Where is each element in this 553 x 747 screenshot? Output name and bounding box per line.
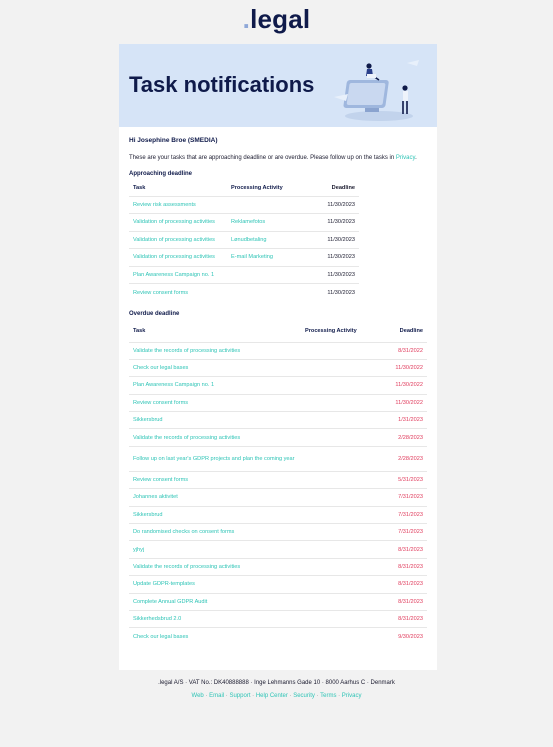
task-link[interactable]: Validate the records of processing activities — [129, 429, 305, 446]
processing-activity-link — [305, 524, 375, 541]
deadline-date: 7/31/2023 — [375, 506, 427, 523]
task-link[interactable]: Sikkerhedsbrud 2.0 — [129, 610, 305, 627]
deadline-date: 11/30/2023 — [313, 249, 359, 267]
processing-activity-link — [305, 446, 375, 471]
task-link[interactable]: Sikkersbrud — [129, 412, 305, 429]
column-header-task: Task — [133, 184, 146, 191]
table-row — [129, 266, 359, 284]
footer-link-email[interactable]: Email — [209, 693, 225, 699]
table-header-row — [129, 180, 359, 196]
task-link[interactable]: Follow up on last year's GDPR projects and plan the coming year — [129, 446, 305, 471]
deadline-date: 1/31/2023 — [375, 412, 427, 429]
privacy-link[interactable]: Privacy — [395, 155, 416, 161]
footer-address: .legal A/S · VAT No.: DK40888888 · Inge Lehmanns Gade 10 · 8000 Aarhus C · Denmark — [158, 680, 395, 686]
table-row — [129, 446, 427, 471]
table-row — [129, 249, 359, 267]
processing-activity-link — [305, 489, 375, 506]
task-link[interactable]: Check our legal bases — [129, 359, 305, 376]
table-row — [129, 471, 427, 488]
footer-links — [0, 693, 553, 699]
footer-link-help-center[interactable]: Help Center — [255, 693, 288, 699]
table-row — [129, 558, 427, 575]
deadline-date: 8/31/2023 — [375, 593, 427, 610]
deadline-date: 8/31/2023 — [375, 541, 427, 558]
intro-body: These are your tasks that are approaching deadline or are overdue. Please follow up on the tasks in — [129, 155, 395, 161]
table-row — [129, 214, 359, 232]
overdue-section-title: Overdue deadline — [129, 311, 180, 317]
processing-activity-link — [231, 196, 313, 214]
processing-activity-link — [305, 377, 375, 394]
deadline-date: 7/31/2023 — [375, 524, 427, 541]
task-link[interactable]: Validation of processing activities — [129, 231, 231, 249]
deadline-date: 11/30/2022 — [375, 359, 427, 376]
logo-wordmark: legal — [250, 4, 311, 34]
deadline-date: 7/31/2023 — [375, 489, 427, 506]
deadline-date: 11/30/2023 — [313, 284, 359, 302]
footer-separator: · — [289, 693, 292, 699]
task-link[interactable]: Review consent forms — [129, 284, 231, 302]
task-link[interactable]: Validate the records of processing activities — [129, 558, 305, 575]
footer-separator: · — [338, 693, 341, 699]
column-header-deadline: Deadline — [399, 327, 423, 334]
deadline-date: 2/28/2023 — [375, 446, 427, 471]
task-link[interactable]: Johannes aktivitet — [129, 489, 305, 506]
table-row — [129, 593, 427, 610]
processing-activity-link — [305, 412, 375, 429]
task-link[interactable]: Validation of processing activities — [129, 249, 231, 267]
deadline-date: 8/31/2023 — [375, 576, 427, 593]
processing-activity-link — [305, 359, 375, 376]
processing-activity-link — [305, 628, 375, 645]
processing-activity-link — [305, 541, 375, 558]
deadline-date: 8/31/2023 — [375, 558, 427, 575]
table-row — [129, 342, 427, 359]
table-row — [129, 231, 359, 249]
table-row — [129, 610, 427, 627]
table-row — [129, 394, 427, 411]
deadline-date: 11/30/2022 — [375, 394, 427, 411]
approaching-table — [129, 180, 359, 301]
task-link[interactable]: Review consent forms — [129, 394, 305, 411]
processing-activity-link — [305, 429, 375, 446]
table-row — [129, 506, 427, 523]
footer-separator: · — [316, 693, 319, 699]
task-link[interactable]: Validate the records of processing activities — [129, 342, 305, 359]
task-link[interactable]: Complete Annual GDPR Audit — [129, 593, 305, 610]
task-link[interactable]: Plan Awareness Campaign no. 1 — [129, 266, 231, 284]
column-header-deadline: Deadline — [331, 184, 355, 191]
task-link[interactable]: Plan Awareness Campaign no. 1 — [129, 377, 305, 394]
footer-link-privacy[interactable]: Privacy — [341, 693, 362, 699]
processing-activity-link — [305, 558, 375, 575]
task-link[interactable]: Sikkersbrud — [129, 506, 305, 523]
table-row — [129, 429, 427, 446]
greeting: Hi Josephine Broe (SMEDIA) — [129, 137, 218, 144]
footer-separator: · — [252, 693, 255, 699]
email-card — [119, 44, 437, 670]
deadline-date: 11/30/2023 — [313, 231, 359, 249]
table-header-row — [129, 320, 427, 342]
footer-link-security[interactable]: Security — [293, 693, 315, 699]
task-link[interactable]: Review risk assessments — [129, 196, 231, 214]
processing-activity-link — [305, 471, 375, 488]
footer-link-support[interactable]: Support — [229, 693, 251, 699]
deadline-date: 8/31/2023 — [375, 610, 427, 627]
deadline-date: 5/31/2023 — [375, 471, 427, 488]
processing-activity-link[interactable]: Reklamefotos — [231, 214, 313, 232]
deadline-date: 11/30/2023 — [313, 214, 359, 232]
processing-activity-link — [305, 342, 375, 359]
processing-activity-link — [231, 284, 313, 302]
task-link[interactable]: Do randomised checks on consent forms — [129, 524, 305, 541]
processing-activity-link — [305, 506, 375, 523]
table-row — [129, 489, 427, 506]
column-header-processing: Processing Activity — [231, 184, 283, 191]
table-row — [129, 377, 427, 394]
brand-logo — [0, 4, 553, 35]
processing-activity-link[interactable]: E-mail Marketing — [231, 249, 313, 267]
footer-separator: · — [225, 693, 228, 699]
intro-text — [129, 154, 427, 163]
deadline-date: 11/30/2023 — [313, 266, 359, 284]
email-content — [129, 137, 427, 645]
processing-activity-link — [231, 266, 313, 284]
deadline-date: 11/30/2022 — [375, 377, 427, 394]
processing-activity-link — [305, 610, 375, 627]
task-link[interactable]: Update GDPR-templates — [129, 576, 305, 593]
deadline-date: 8/31/2022 — [375, 342, 427, 359]
footer-link-web[interactable]: Web — [191, 693, 204, 699]
table-row — [129, 576, 427, 593]
logo-dot: . — [242, 4, 251, 34]
column-header-task: Task — [133, 327, 146, 334]
table-row — [129, 359, 427, 376]
hero-banner — [119, 44, 437, 127]
footer-link-terms[interactable]: Terms — [320, 693, 337, 699]
task-link[interactable]: Check our legal bases — [129, 628, 305, 645]
table-row — [129, 284, 359, 302]
overdue-table — [129, 320, 427, 645]
deadline-date: 9/30/2023 — [375, 628, 427, 645]
task-link[interactable]: Review consent forms — [129, 471, 305, 488]
table-row — [129, 628, 427, 645]
processing-activity-link — [305, 576, 375, 593]
column-header-processing: Processing Activity — [305, 327, 357, 334]
deadline-date: 11/30/2023 — [313, 196, 359, 214]
table-row — [129, 541, 427, 558]
table-row — [129, 524, 427, 541]
approaching-section-title: Approaching deadline — [129, 171, 193, 177]
task-link[interactable]: Validation of processing activities — [129, 214, 231, 232]
processing-activity-link — [305, 593, 375, 610]
intro-end: . — [415, 155, 417, 161]
deadline-date: 2/28/2023 — [375, 429, 427, 446]
processing-activity-link[interactable]: Lønudbetaling — [231, 231, 313, 249]
footer-separator: · — [205, 693, 208, 699]
hero-title: Task notifications — [129, 72, 315, 97]
task-link[interactable]: yjhyj — [129, 541, 305, 558]
workspace-illustration-icon — [329, 52, 429, 124]
table-row — [129, 412, 427, 429]
processing-activity-link — [305, 394, 375, 411]
table-row — [129, 196, 359, 214]
